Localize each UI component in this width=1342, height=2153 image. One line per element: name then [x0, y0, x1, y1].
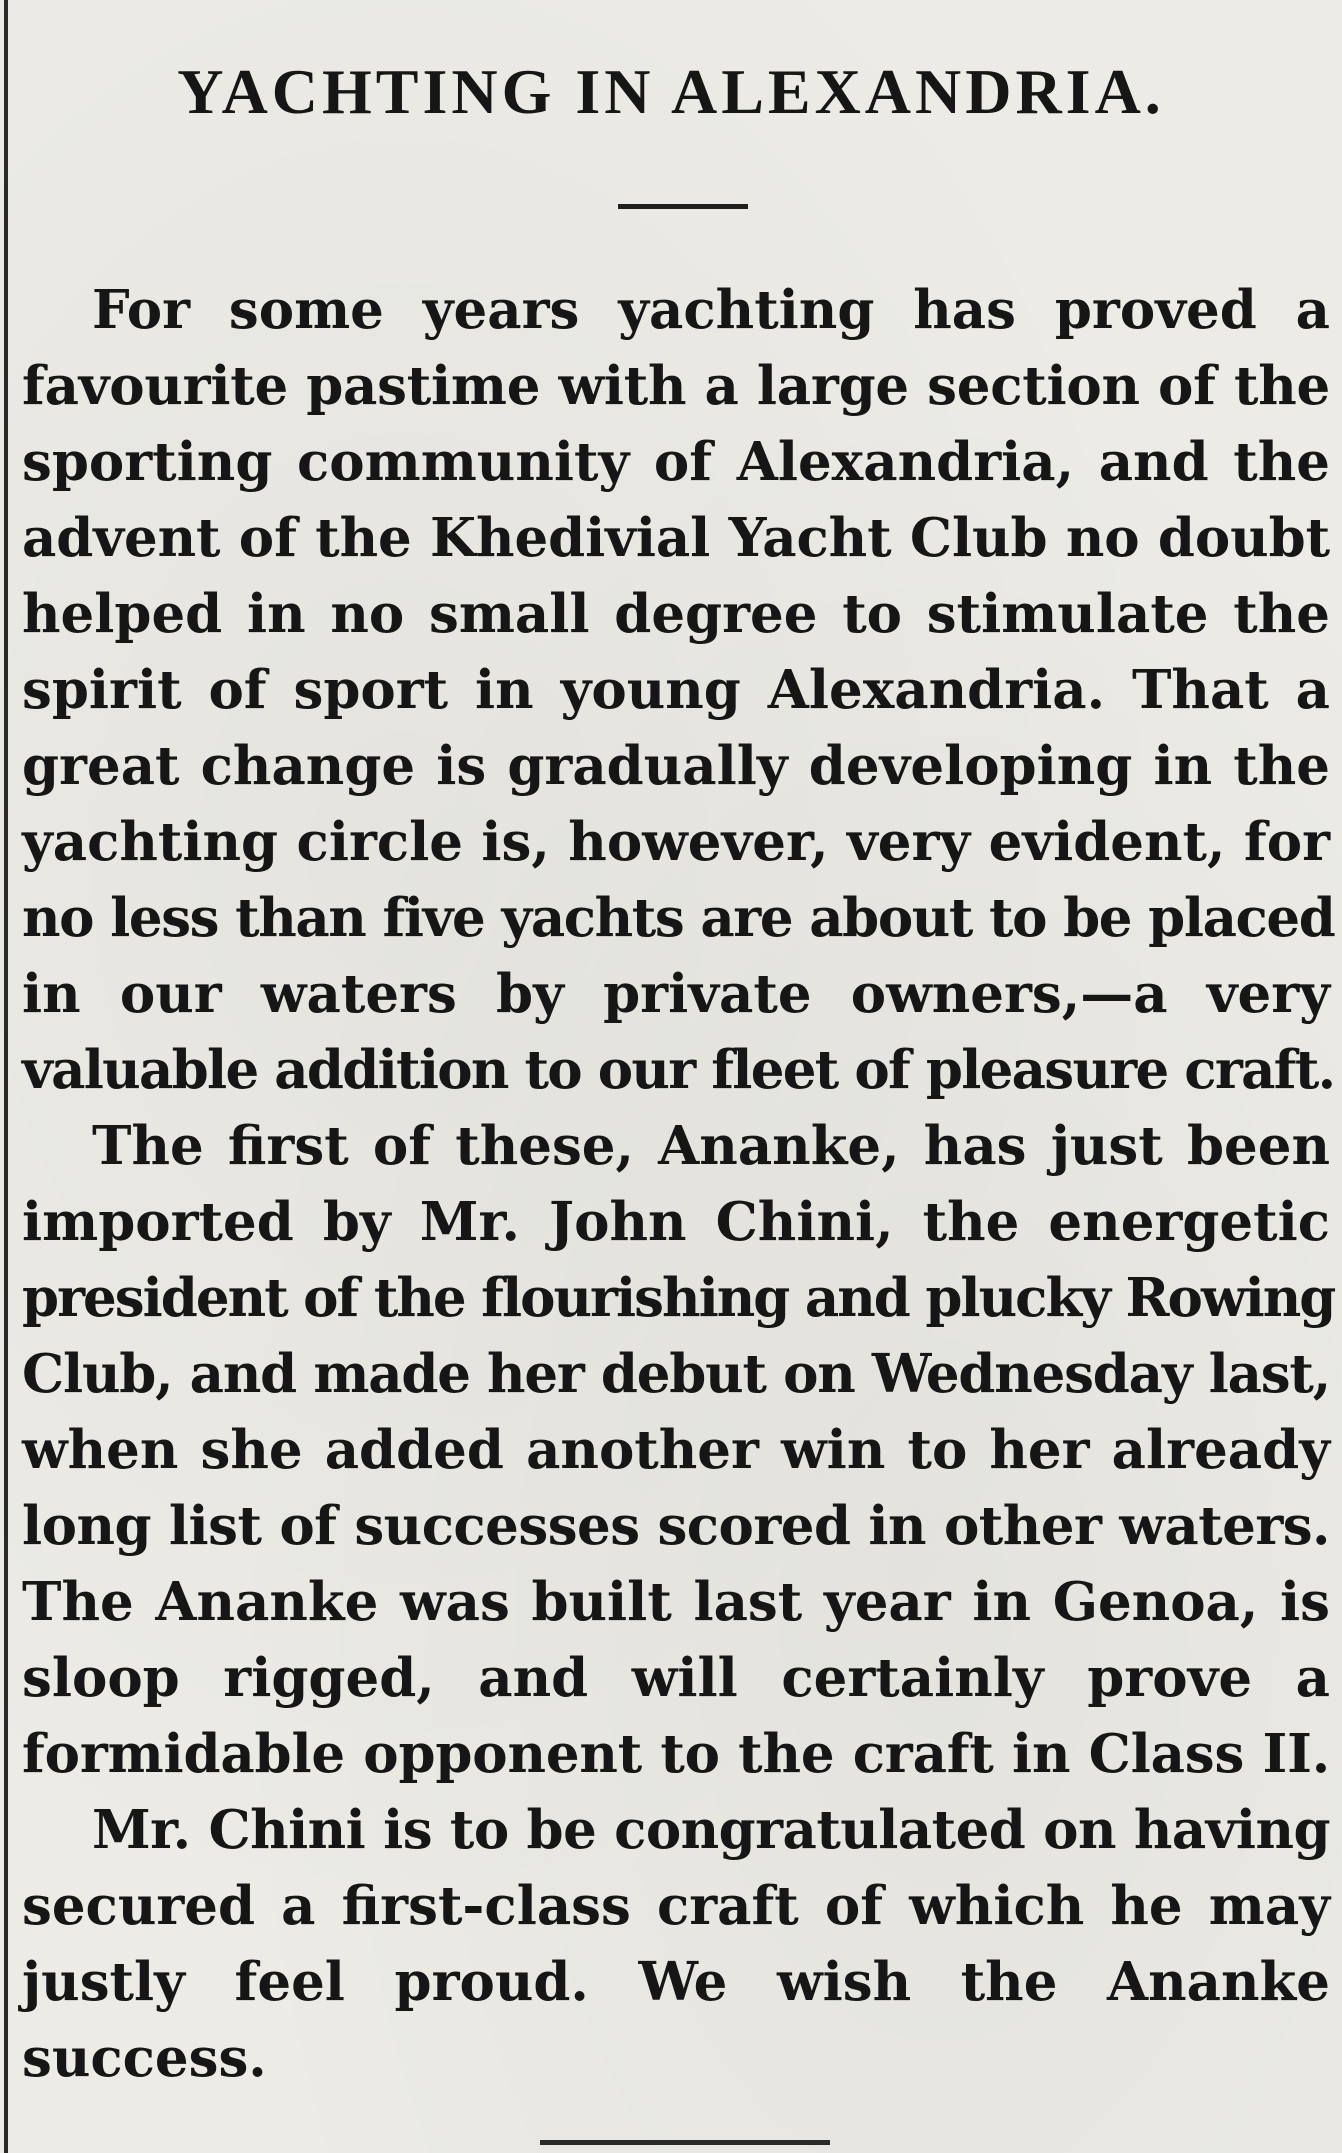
text-line: success. [22, 2027, 267, 2089]
text-line: spirit of sport in young Alexandria. That a [22, 659, 1330, 721]
text-line: president of the flourishing and plucky Rowing [22, 1267, 1335, 1329]
text-line: in our waters by private owners,—a very [22, 963, 1330, 1025]
text-line: advent of the Khedivial Yacht Club no doubt [22, 507, 1330, 569]
text-line: Mr. Chini is to be congratulated on having [92, 1799, 1330, 1861]
paragraph-2 [22, 1108, 1335, 1792]
text-line: no less than five yachts are about to be placed [22, 887, 1335, 949]
text-line: when she added another win to her already [22, 1419, 1330, 1481]
text-line: yachting circle is, however, very evident, for [22, 811, 1330, 873]
text-line: imported by Mr. John Chini, the energetic [22, 1191, 1330, 1253]
text-line: valuable addition to our fleet of pleasure craft. [22, 1039, 1335, 1101]
text-line: The Ananke was built last year in Genoa, is [22, 1571, 1330, 1633]
text-line: sloop rigged, and will certainly prove a [22, 1647, 1330, 1709]
headline: YACHTING IN ALEXANDRIA. [177, 56, 1165, 127]
text-line: justly feel proud. We wish the Ananke [22, 1951, 1330, 2013]
text-line: long list of successes scored in other waters. [22, 1495, 1330, 1557]
text-line: great change is gradually developing in the [22, 735, 1330, 797]
bottom-divider [540, 2140, 830, 2145]
text-line: formidable opponent to the craft in Class II. [22, 1723, 1330, 1785]
text-line: The first of these, Ananke, has just been [92, 1115, 1330, 1177]
headline-divider [618, 204, 748, 209]
text-line: For some years yachting has proved a [92, 279, 1330, 341]
text-line: secured a first-class craft of which he may [22, 1875, 1330, 1937]
text-line: Club, and made her debut on Wednesday last, [22, 1343, 1330, 1405]
column-rule [4, 0, 8, 2153]
text-line: helped in no small degree to stimulate the [22, 583, 1330, 645]
text-line: sporting community of Alexandria, and the [22, 431, 1330, 493]
article-body [22, 272, 1335, 2096]
text-line: favourite pastime with a large section of the [22, 355, 1330, 417]
paragraph-1 [22, 272, 1335, 1108]
paragraph-3 [22, 1792, 1330, 2096]
